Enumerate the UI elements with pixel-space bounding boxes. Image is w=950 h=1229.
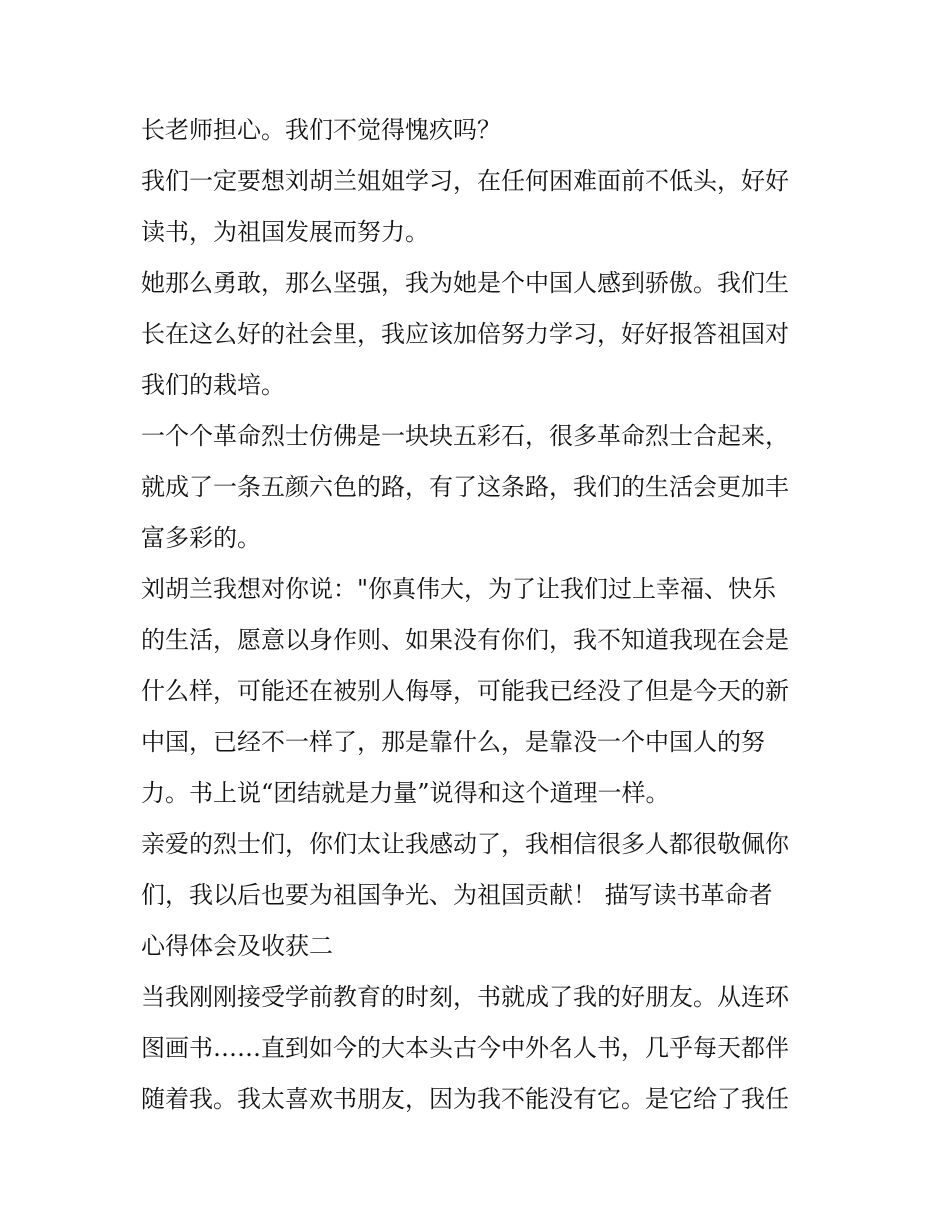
section-heading: 心得体会及收获二 (141, 932, 333, 960)
text-line: 的生活，愿意以身作则、如果没有你们，我不知道我现在会是 (141, 626, 789, 654)
text-line: 当我刚刚接受学前教育的时刻，书就成了我的好朋友。从连环 (141, 983, 789, 1011)
text-line: 我们一定要想刘胡兰姐姐学习，在任何困难面前不低头，好好 (141, 167, 789, 195)
text-line: 图画书……直到如今的大本头古今中外名人书，几乎每天都伴 (141, 1034, 789, 1062)
text-line: 她那么勇敢，那么坚强，我为她是个中国人感到骄傲。我们生 (141, 269, 789, 297)
text-line: 亲爱的烈士们，你们太让我感动了，我相信很多人都很敬佩你 (141, 830, 789, 858)
text-line: 力。书上说“团结就是力量”说得和这个道理一样。 (141, 779, 670, 807)
text-line: 读书，为祖国发展而努力。 (141, 218, 429, 246)
text-line: 刘胡兰我想对你说："你真伟大，为了让我们过上幸福、快乐 (141, 575, 777, 603)
text-line: 随着我。我太喜欢书朋友，因为我不能没有它。是它给了我任 (141, 1085, 789, 1113)
text-line: 我们的栽培。 (141, 371, 285, 399)
text-line: 一个个革命烈士仿佛是一块块五彩石，很多革命烈士合起来， (141, 422, 789, 450)
text-line: 长老师担心。我们不觉得愧疚吗？ (141, 116, 501, 144)
text-line: 长在这么好的社会里，我应该加倍努力学习，好好报答祖国对 (141, 320, 789, 348)
text-line: 就成了一条五颜六色的路，有了这条路，我们的生活会更加丰 (141, 473, 789, 501)
text-line: 们，我以后也要为祖国争光、为祖国贡献！ 描写读书革命者 (141, 881, 773, 909)
text-line: 富多彩的。 (141, 524, 261, 552)
text-line: 中国，已经不一样了，那是靠什么，是靠没一个中国人的努 (141, 728, 765, 756)
text-line: 什么样，可能还在被别人侮辱，可能我已经没了但是今天的新 (141, 677, 789, 705)
